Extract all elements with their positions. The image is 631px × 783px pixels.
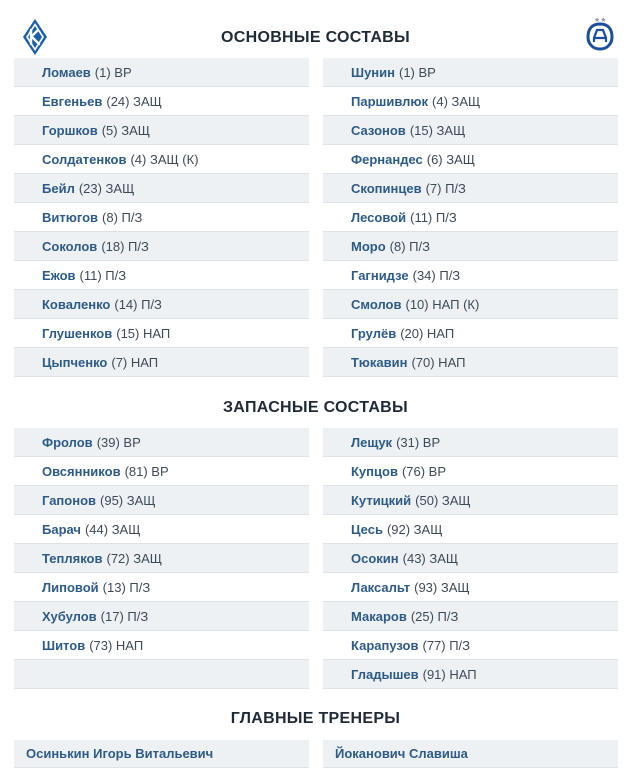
player-name-link[interactable]: Скопинцев xyxy=(351,180,422,196)
player-row xyxy=(323,116,618,145)
away-starting-list xyxy=(323,58,618,377)
player-number-position: (20) НАП xyxy=(400,325,455,341)
player-name-link[interactable]: Барач xyxy=(42,521,81,537)
player-row xyxy=(14,573,309,602)
player-number-position: (91) НАП xyxy=(422,666,477,682)
player-name-link[interactable]: Тепляков xyxy=(42,550,103,566)
player-number-position: (70) НАП xyxy=(411,354,466,370)
player-number-position: (4) ЗАЩ (К) xyxy=(130,151,199,167)
player-row xyxy=(14,515,309,544)
player-row xyxy=(14,428,309,457)
home-coach xyxy=(14,740,309,768)
player-number-position: (25) П/З xyxy=(410,608,459,624)
player-name-link[interactable]: Кутицкий xyxy=(351,492,412,508)
player-number-position: (8) П/З xyxy=(102,209,143,225)
player-row xyxy=(323,660,618,689)
player-number-position: (73) НАП xyxy=(89,637,144,653)
player-name-link[interactable]: Бейл xyxy=(42,180,75,196)
player-number-position: (18) П/З xyxy=(101,238,149,254)
player-row xyxy=(323,631,618,660)
player-row xyxy=(323,515,618,544)
player-number-position: (72) ЗАЩ xyxy=(106,550,162,566)
player-number-position: (15) НАП xyxy=(116,325,171,341)
player-name-link[interactable]: Фролов xyxy=(42,434,93,450)
player-name-link[interactable]: Паршивлюк xyxy=(351,93,429,109)
player-name-link[interactable]: Карапузов xyxy=(351,637,419,653)
player-row xyxy=(323,174,618,203)
player-row xyxy=(14,319,309,348)
player-name-link[interactable]: Лаксальт xyxy=(351,579,411,595)
player-number-position: (10) НАП (К) xyxy=(405,296,480,312)
player-row xyxy=(323,544,618,573)
player-name-link[interactable]: Овсянников xyxy=(42,463,121,479)
player-name-link[interactable]: Горшков xyxy=(42,122,98,138)
player-name-link[interactable]: Грулёв xyxy=(351,325,397,341)
player-name-link[interactable]: Моро xyxy=(351,238,386,254)
away-coach xyxy=(323,740,618,768)
player-number-position: (7) П/З xyxy=(425,180,466,196)
player-number-position: (34) П/З xyxy=(412,267,461,283)
player-number-position: (1) ВР xyxy=(399,64,436,80)
player-row xyxy=(14,486,309,515)
player-row xyxy=(14,116,309,145)
player-row xyxy=(323,290,618,319)
player-row xyxy=(323,261,618,290)
player-number-position: (24) ЗАЩ xyxy=(106,93,162,109)
player-name-link[interactable]: Макаров xyxy=(351,608,407,624)
starting-lineups-title: ОСНОВНЫЕ СОСТАВЫ xyxy=(221,29,410,46)
player-row xyxy=(323,203,618,232)
player-name-link[interactable]: Глушенков xyxy=(42,325,113,341)
player-row xyxy=(323,457,618,486)
home-starting-list xyxy=(14,58,309,377)
player-name-link[interactable]: Гагнидзе xyxy=(351,267,409,283)
player-row xyxy=(323,486,618,515)
player-row xyxy=(14,203,309,232)
player-number-position: (81) ВР xyxy=(124,463,169,479)
coach-row xyxy=(323,740,618,768)
player-row xyxy=(14,457,309,486)
coach-row xyxy=(14,740,309,768)
player-name-link[interactable]: Шитов xyxy=(42,637,86,653)
home-coach-name[interactable]: Осинькин Игорь Витальевич xyxy=(26,746,214,761)
player-row xyxy=(14,348,309,377)
player-number-position: (6) ЗАЩ xyxy=(426,151,475,167)
player-row xyxy=(323,58,618,87)
player-name-link[interactable]: Гладышев xyxy=(351,666,419,682)
player-name-link[interactable]: Фернандес xyxy=(351,151,423,167)
player-row xyxy=(14,602,309,631)
player-name-link[interactable]: Хубулов xyxy=(42,608,97,624)
player-name-link[interactable]: Ломаев xyxy=(42,64,91,80)
player-row xyxy=(323,145,618,174)
player-name-link[interactable]: Смолов xyxy=(351,296,402,312)
player-row xyxy=(323,573,618,602)
player-number-position: (8) П/З xyxy=(389,238,430,254)
player-name-link[interactable]: Тюкавин xyxy=(351,354,408,370)
player-number-position: (92) ЗАЩ xyxy=(386,521,443,537)
player-name-link[interactable]: Солдатенков xyxy=(42,151,127,167)
player-number-position: (93) ЗАЩ xyxy=(414,579,470,595)
player-name-link[interactable]: Гапонов xyxy=(42,492,97,508)
player-row xyxy=(14,174,309,203)
player-number-position: (31) ВР xyxy=(396,434,441,450)
player-number-position: (50) ЗАЩ xyxy=(415,492,471,508)
player-number-position: (23) ЗАЩ xyxy=(78,180,135,196)
player-number-position: (14) П/З xyxy=(114,296,162,312)
player-name-link[interactable]: Лещук xyxy=(351,434,393,450)
player-number-position: (5) ЗАЩ xyxy=(101,122,150,138)
player-number-position: (7) НАП xyxy=(111,354,159,370)
player-row xyxy=(14,58,309,87)
player-name-link[interactable]: Сазонов xyxy=(351,122,406,138)
player-name-link[interactable]: Ежов xyxy=(42,267,76,283)
player-number-position: (95) ЗАЩ xyxy=(100,492,156,508)
player-row xyxy=(14,87,309,116)
player-number-position: (76) ВР xyxy=(401,463,447,479)
player-row xyxy=(14,660,309,689)
svg-text:★★: ★★ xyxy=(594,16,607,24)
player-number-position: (77) П/З xyxy=(422,637,471,653)
player-row xyxy=(14,261,309,290)
player-name-link[interactable]: Евгеньев xyxy=(42,93,103,109)
player-number-position: (13) П/З xyxy=(102,579,151,595)
player-number-position: (17) П/З xyxy=(100,608,149,624)
player-name-link[interactable]: Осокин xyxy=(351,550,399,566)
player-row xyxy=(323,602,618,631)
player-name-link[interactable]: Соколов xyxy=(42,238,98,254)
substitutes-title: ЗАПАСНЫЕ СОСТАВЫ xyxy=(222,399,408,416)
player-row xyxy=(323,319,618,348)
coaches-title: ГЛАВНЫЕ ТРЕНЕРЫ xyxy=(230,710,401,727)
player-row xyxy=(323,87,618,116)
player-row xyxy=(14,145,309,174)
player-number-position: (11) П/З xyxy=(79,267,127,283)
away-coach-name[interactable]: Йоканович Славиша xyxy=(335,746,468,761)
player-row xyxy=(323,232,618,261)
away-substitutes-list xyxy=(323,428,618,689)
player-row xyxy=(14,544,309,573)
player-number-position: (1) ВР xyxy=(94,64,132,80)
player-number-position: (4) ЗАЩ xyxy=(432,93,481,109)
player-number-position: (43) ЗАЩ xyxy=(402,550,459,566)
player-name-link[interactable]: Коваленко xyxy=(42,296,111,312)
player-name-link[interactable]: Липовой xyxy=(42,579,99,595)
player-name-link[interactable]: Лесовой xyxy=(351,209,407,225)
player-row xyxy=(323,348,618,377)
player-row xyxy=(14,232,309,261)
player-number-position: (39) ВР xyxy=(96,434,141,450)
player-name-link[interactable]: Цыпченко xyxy=(42,354,108,370)
player-row xyxy=(323,428,618,457)
player-number-position: (44) ЗАЩ xyxy=(84,521,141,537)
player-name-link[interactable]: Цесь xyxy=(351,521,383,537)
player-number-position: (15) ЗАЩ xyxy=(409,122,466,138)
player-row xyxy=(14,631,309,660)
player-name-link[interactable]: Купцов xyxy=(351,463,398,479)
player-name-link[interactable]: Витюгов xyxy=(42,209,99,225)
home-substitutes-list xyxy=(14,428,309,689)
player-number-position: (11) П/З xyxy=(410,209,457,225)
player-row xyxy=(14,290,309,319)
player-name-link[interactable]: Шунин xyxy=(351,64,395,80)
